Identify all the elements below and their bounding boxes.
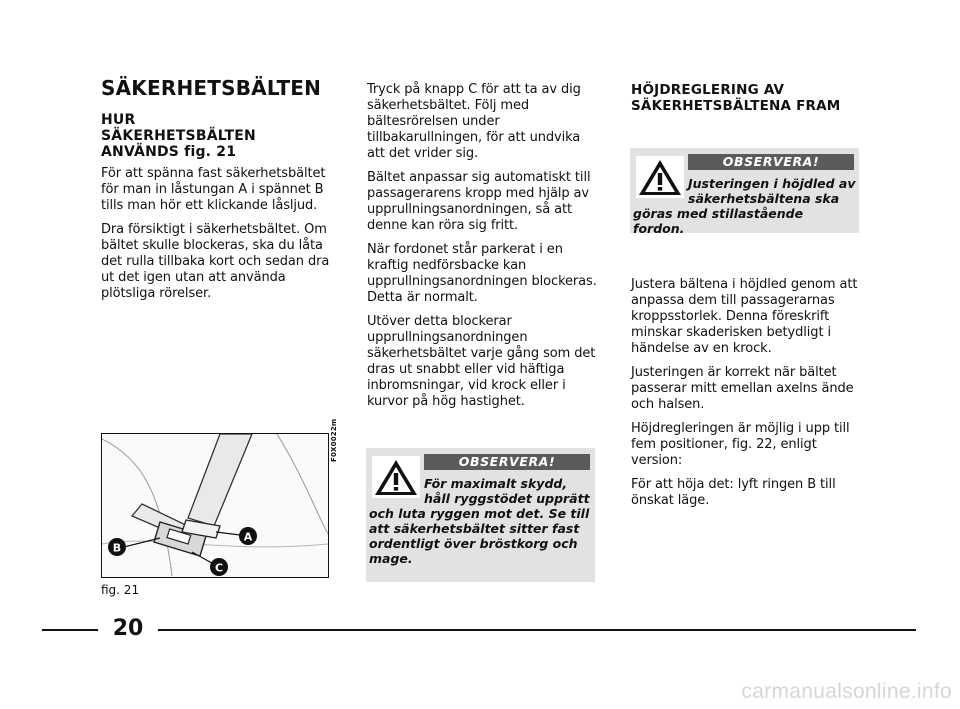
figure-21-illustration	[101, 433, 329, 578]
warning-triangle-icon	[372, 456, 420, 498]
watermark: carmanualsonline.info	[741, 680, 952, 703]
column-1	[101, 112, 331, 310]
figure-caption: fig. 21	[101, 583, 140, 597]
paragraph: Tryck på knapp C för att ta av dig säkerhetsbältet. Följ med bältesrörelsen under tillbakarullningen, för att undvika att det vrider sig.	[367, 82, 581, 161]
warning-triangle-icon	[636, 156, 684, 198]
warning-text-continued: göras med stillastående fordon.	[633, 206, 804, 236]
warning-text-continued: och luta ryggen mot det. Se till att säkerhetsbältet sitter fast ordentligt över bröstkorg och mage.	[369, 506, 590, 566]
warning-box	[366, 448, 595, 582]
warning-text: För maximalt skydd, håll ryggstödet upprätt	[424, 476, 590, 506]
warning-box	[630, 148, 859, 236]
paragraph: För att höja det: lyft ringen B till önskat läge.	[631, 477, 836, 508]
warning-header: OBSERVERA!	[424, 454, 590, 470]
seatbelt-buckle-drawing	[102, 434, 328, 576]
paragraph: Bältet anpassar sig automatiskt till passagerarens kropp med hjälp av upprullningsanordningen, så att denne kan röra sig fritt.	[367, 170, 591, 233]
paragraph: Justeringen är korrekt när bältet passerar mitt emellan axelns ände och halsen.	[631, 365, 854, 412]
paragraph: Höjdregleringen är möjlig i upp till fem positioner, fig. 22, enligt version:	[631, 421, 850, 468]
column-3	[631, 277, 867, 517]
paragraph: Justera bältena i höjdled genom att anpassa dem till passagerarnas kroppsstorlek. Denna föreskrift minskar skaderisken betydligt i händelse av en krock.	[631, 277, 858, 356]
page-title: SÄKERHETSBÄLTEN	[101, 76, 322, 100]
svg-text:C: C	[214, 561, 224, 575]
paragraph: Utöver detta blockerar upprullningsanordningen säkerhetsbältet varje gång som det dras ut snabbt eller vid häftiga inbromsningar, vid krock eller i kurvor på hög hastighet.	[367, 314, 596, 409]
warning-header: OBSERVERA!	[688, 154, 854, 170]
svg-text:A: A	[243, 530, 253, 544]
svg-text:B: B	[112, 541, 122, 555]
paragraph: Dra försiktigt i säkerhetsbältet. Om bältet skulle blockeras, ska du låta det rulla tillbaka kort och sedan dra ut det igen utan att använda plötsliga rörelser.	[101, 222, 330, 301]
paragraph: För att spänna fast säkerhetsbältet för man in låstungan A i spännet B tills man hör ett klickande låsljud.	[101, 166, 326, 213]
callout-c	[210, 558, 228, 576]
column-3-heading	[631, 82, 871, 120]
warning-text: Justeringen i höjdled av säkerhetsbältena ska	[688, 176, 856, 206]
callout-a	[239, 527, 257, 545]
callout-b	[108, 538, 126, 556]
footer-rule-right	[158, 629, 916, 631]
paragraph: När fordonet står parkerat i en kraftig nedförsbacke kan upprullningsanordningen blockeras. Detta är normalt.	[367, 242, 597, 305]
column-2	[367, 82, 597, 418]
section-subheading: HUR SÄKERHETSBÄLTEN ANVÄNDS fig. 21	[101, 112, 256, 160]
footer-rule-left	[42, 629, 98, 631]
section-subheading: HÖJDREGLERING AV SÄKERHETSBÄLTENA FRAM	[631, 82, 841, 114]
figure-code: F0X0022m	[330, 418, 338, 462]
page-number: 20	[112, 616, 144, 641]
